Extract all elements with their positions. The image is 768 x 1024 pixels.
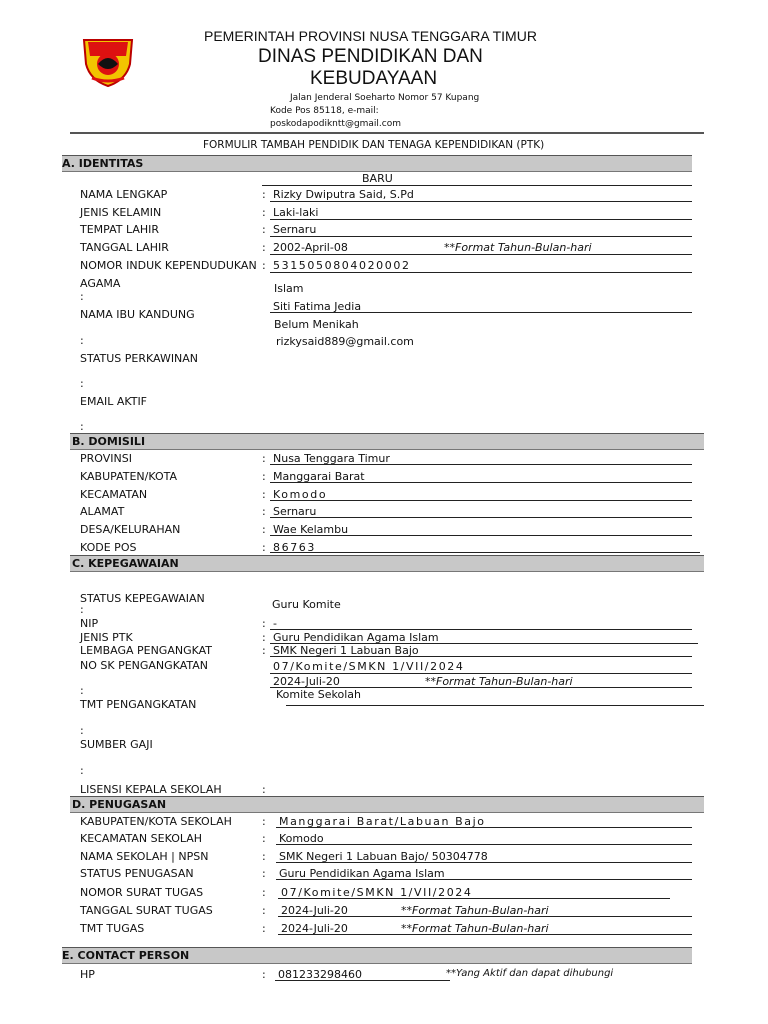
tempat-lahir-field[interactable]: Sernaru xyxy=(273,223,317,236)
alamat-field[interactable]: Sernaru xyxy=(273,505,317,518)
desa-label: DESA/KELURAHAN xyxy=(80,523,181,536)
tanggal-lahir-label: TANGGAL LAHIR xyxy=(80,241,169,254)
separator: : xyxy=(262,488,266,501)
status-underline xyxy=(262,185,692,186)
desa-field[interactable]: Wae Kelambu xyxy=(273,523,349,536)
kode-pos-field[interactable]: 86763 xyxy=(273,541,316,554)
tgl-surat-format-note: **Format Tahun-Bulan-hari xyxy=(401,904,549,917)
tanggal-surat-field[interactable]: 2024-Juli-20 xyxy=(281,904,348,917)
tanggal-lahir-field[interactable]: 2002-April-08 xyxy=(273,241,348,254)
tempat-underline xyxy=(270,236,692,237)
separator: : xyxy=(262,523,266,536)
email-field[interactable]: rizkysaid889@gmail.com xyxy=(276,335,414,348)
separator: : xyxy=(80,684,84,697)
separator: : xyxy=(262,850,266,863)
nip-underline xyxy=(270,629,692,630)
separator: : xyxy=(262,886,266,899)
prov-underline xyxy=(270,464,692,465)
nik-label: NOMOR INDUK KEPENDUDUKAN xyxy=(80,259,257,272)
jenis-kelamin-field[interactable]: Laki-laki xyxy=(273,206,319,219)
separator: : xyxy=(262,223,266,236)
office-line-1: DINAS PENDIDIKAN DAN xyxy=(258,46,483,67)
separator: : xyxy=(80,377,84,390)
nama-ibu-field[interactable]: Siti Fatima Jedia xyxy=(273,300,362,313)
separator: : xyxy=(262,470,266,483)
sk-underline xyxy=(270,673,692,674)
status-kepegawaian-label: STATUS KEPEGAWAIAN xyxy=(80,592,205,605)
nama-label: NAMA LENGKAP xyxy=(80,188,168,201)
nomor-surat-field[interactable]: 07/Komite/SMKN 1/VII/2024 xyxy=(281,886,473,899)
kode-pos-label: KODE POS xyxy=(80,541,137,554)
provinsi-label: PROVINSI xyxy=(80,452,132,465)
office-line-2: KEBUDAYAAN xyxy=(310,68,438,89)
hp-field[interactable]: 081233298460 xyxy=(278,968,362,981)
kab-sekolah-field[interactable]: Manggarai Barat/Labuan Bajo xyxy=(279,815,486,828)
kecamatan-label: KECAMATAN xyxy=(80,488,148,501)
separator: : xyxy=(80,334,84,347)
tmt-pengangkatan-label: TMT PENGANGKATAN xyxy=(80,698,197,711)
status-perkawinan-label: STATUS PERKAWINAN xyxy=(80,352,199,365)
tmt-tugas-format-note: **Format Tahun-Bulan-hari xyxy=(401,922,549,935)
sekolah-underline xyxy=(276,862,692,863)
ibu-underline xyxy=(270,312,692,313)
tmt-tugas-underline xyxy=(278,934,692,935)
provincial-logo xyxy=(80,34,136,88)
separator: : xyxy=(262,631,266,644)
separator: : xyxy=(262,206,266,219)
hp-note: **Yang Aktif dan dapat dihubungi xyxy=(446,968,614,979)
separator: : xyxy=(262,867,266,880)
kec-sekolah-underline xyxy=(276,844,692,845)
section-e-header: E. CONTACT PERSON xyxy=(62,947,692,964)
tanggal-surat-label: TANGGAL SURAT TUGAS xyxy=(80,904,213,917)
separator: : xyxy=(80,724,84,737)
provinsi-field[interactable]: Nusa Tenggara Timur xyxy=(273,452,390,465)
address-line-1: Jalan Jenderal Soeharto Nomor 57 Kupang xyxy=(290,93,480,103)
tmt-format-note: **Format Tahun-Bulan-hari xyxy=(425,675,573,688)
separator: : xyxy=(262,617,266,630)
government-line: PEMERINTAH PROVINSI NUSA TENGGARA TIMUR xyxy=(204,28,537,44)
separator: : xyxy=(262,968,266,981)
email-label: EMAIL AKTIF xyxy=(80,395,148,408)
kec-sekolah-field[interactable]: Komodo xyxy=(279,832,324,845)
gaji-underline xyxy=(286,705,704,706)
separator: : xyxy=(80,764,84,777)
status-kepegawaian-field[interactable]: Guru Komite xyxy=(272,598,341,611)
separator: : xyxy=(262,783,266,796)
separator: : xyxy=(262,644,266,657)
separator: : xyxy=(262,259,266,272)
lembaga-label: LEMBAGA PENGANGKAT xyxy=(80,644,213,657)
sumber-gaji-field[interactable]: Komite Sekolah xyxy=(276,688,361,701)
jk-underline xyxy=(270,219,692,220)
nip-field[interactable]: - xyxy=(273,617,277,630)
agama-field[interactable]: Islam xyxy=(274,282,304,295)
sumber-gaji-label: SUMBER GAJI xyxy=(80,738,153,751)
alamat-label: ALAMAT xyxy=(80,505,125,518)
alamat-underline xyxy=(270,517,692,518)
tempat-lahir-label: TEMPAT LAHIR xyxy=(80,223,160,236)
nama-sekolah-label: NAMA SEKOLAH | NPSN xyxy=(80,850,209,863)
nama-field[interactable]: Rizky Dwiputra Said, S.Pd xyxy=(273,188,414,201)
nip-label: NIP xyxy=(80,617,99,630)
tmt-pengangkatan-field[interactable]: 2024-Juli-20 xyxy=(273,675,340,688)
section-a-header: A. IDENTITAS xyxy=(62,155,692,172)
nik-underline xyxy=(270,272,692,273)
address-line-3: poskodapodikntt@gmail.com xyxy=(270,119,402,129)
hp-underline xyxy=(275,980,450,981)
separator: : xyxy=(262,922,266,935)
nama-sekolah-field[interactable]: SMK Negeri 1 Labuan Bajo/ 50304778 xyxy=(279,850,488,863)
section-c-header: C. KEPEGAWAIAN xyxy=(70,555,704,572)
separator: : xyxy=(80,603,84,616)
kab-sekolah-label: KABUPATEN/KOTA SEKOLAH xyxy=(80,815,232,828)
section-d-header: D. PENUGASAN xyxy=(70,796,704,813)
form-title: FORMULIR TAMBAH PENDIDIK DAN TENAGA KEPENDIDIKAN (PTK) xyxy=(203,139,545,151)
kec-sekolah-label: KECAMATAN SEKOLAH xyxy=(80,832,203,845)
separator: : xyxy=(262,188,266,201)
separator: : xyxy=(262,832,266,845)
separator: : xyxy=(262,241,266,254)
tmt-tugas-field[interactable]: 2024-Juli-20 xyxy=(281,922,348,935)
nik-field[interactable]: 5315050804020002 xyxy=(273,259,411,272)
status-penugasan-underline xyxy=(276,879,692,880)
jenis-kelamin-label: JENIS KELAMIN xyxy=(80,206,162,219)
separator: : xyxy=(262,815,266,828)
surat-underline xyxy=(278,898,670,899)
status-penugasan-label: STATUS PENUGASAN xyxy=(80,867,194,880)
agama-label: AGAMA xyxy=(80,277,121,290)
status-perkawinan-field[interactable]: Belum Menikah xyxy=(274,318,359,331)
kabupaten-label: KABUPATEN/KOTA xyxy=(80,470,178,483)
separator: : xyxy=(262,505,266,518)
tgl-underline xyxy=(270,254,692,255)
nama-ibu-label: NAMA IBU KANDUNG xyxy=(80,308,195,321)
hp-label: HP xyxy=(80,968,95,981)
separator: : xyxy=(262,452,266,465)
no-sk-label: NO SK PENGANGKATAN xyxy=(80,659,208,672)
tgl-surat-underline xyxy=(278,916,692,917)
lembaga-underline xyxy=(270,656,692,657)
address-line-2: Kode Pos 85118, e-mail: xyxy=(270,106,379,116)
form-status: BARU xyxy=(362,172,393,185)
tmt-tugas-label: TMT TUGAS xyxy=(80,922,145,935)
kabupaten-field[interactable]: Manggarai Barat xyxy=(273,470,365,483)
kecamatan-field[interactable]: Komodo xyxy=(273,488,328,501)
separator: : xyxy=(262,904,266,917)
lembaga-field[interactable]: SMK Negeri 1 Labuan Bajo xyxy=(273,644,419,657)
separator: : xyxy=(80,420,84,433)
kab-underline xyxy=(270,482,692,483)
kab-sekolah-underline xyxy=(276,827,692,828)
header-divider xyxy=(70,132,704,134)
no-sk-field[interactable]: 07/Komite/SMKN 1/VII/2024 xyxy=(273,660,465,673)
jenis-ptk-field[interactable]: Guru Pendidikan Agama Islam xyxy=(273,631,439,644)
nama-underline xyxy=(270,201,692,202)
jenis-ptk-label: JENIS PTK xyxy=(80,631,133,644)
separator: : xyxy=(80,290,84,303)
desa-underline xyxy=(270,535,692,536)
section-b-header: B. DOMISILI xyxy=(70,433,704,450)
pos-underline xyxy=(270,552,700,553)
kec-underline xyxy=(270,500,692,501)
lisensi-label: LISENSI KEPALA SEKOLAH xyxy=(80,783,222,796)
separator: : xyxy=(262,541,266,554)
date-format-note: **Format Tahun-Bulan-hari xyxy=(444,241,592,254)
status-penugasan-field[interactable]: Guru Pendidikan Agama Islam xyxy=(279,867,445,880)
nomor-surat-label: NOMOR SURAT TUGAS xyxy=(80,886,204,899)
